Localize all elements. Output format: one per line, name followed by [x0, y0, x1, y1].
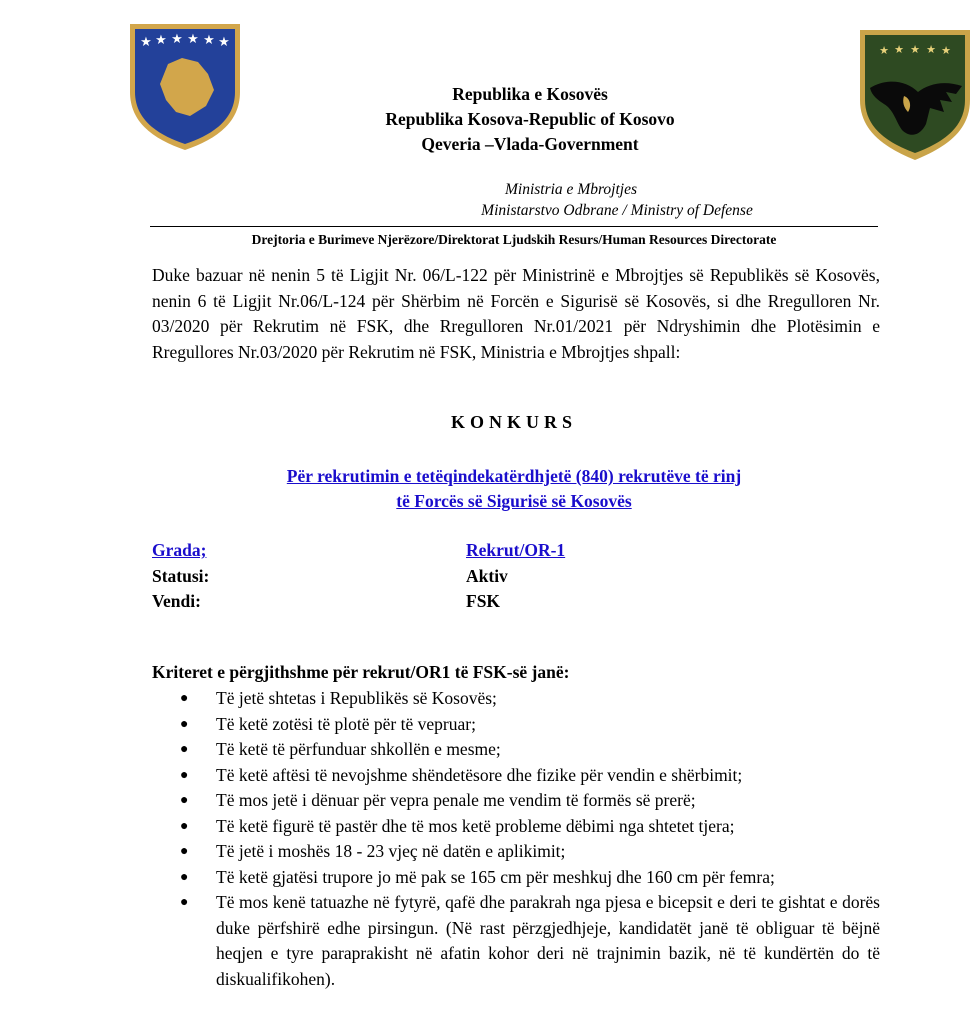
svg-text:★: ★ — [926, 43, 936, 56]
list-item — [180, 814, 880, 840]
svg-text:★: ★ — [171, 32, 183, 47]
svg-text:★: ★ — [910, 43, 920, 56]
bullet-icon: ● — [180, 716, 189, 732]
bullet-icon: ● — [180, 793, 189, 808]
location-label: Vendi: — [152, 591, 201, 611]
svg-text:★: ★ — [187, 32, 199, 47]
svg-text:★: ★ — [879, 44, 889, 57]
criteria-text: Të ketë figurë të pastër dhe të mos ketë probleme dëbimi nga shtetet tjera; — [216, 815, 735, 836]
government-header — [300, 82, 760, 157]
list-item — [180, 686, 880, 712]
criteria-text: Të jetë shtetas i Republikës së Kosovës; — [216, 688, 497, 708]
bullet-icon: ● — [180, 742, 189, 757]
info-row-status — [152, 564, 752, 590]
criteria-list — [180, 686, 880, 992]
subtitle-link-line-1[interactable]: Për rekrutimin e tetëqindekatërdhjetë (840) rekrutëve të rinj — [286, 466, 742, 486]
list-item — [180, 763, 880, 789]
ministry-line-2: Ministarstvo Odbrane / Ministry of Defense — [481, 202, 753, 219]
intro-paragraph: Duke bazuar në nenin 5 të Ligjit Nr. 06/L-122 për Ministrinë e Mbrojtjes së Republikës së Kosovës, nenin 6 të Ligjit Nr.06/L-124 për Shërbim në Forcën e Sigurisë së Kosovës, si dhe Rregulloren Nr. 03/2020 për Rekrutim në FSK, dhe Rregulloren Nr.01/2021 për Ndryshimin dhe Plotësimin e Rregullores Nr.03/2020 për Rekrutim në FSK, Ministria e Mbrojtjes shpall: — [152, 265, 880, 362]
bullet-icon: ● — [180, 895, 189, 910]
criteria-text: Të mos kenë tatuazhe në fytyrë, qafë dhe parakrah nga pjesa e bicepsit e deri te gishtat e dorës duke përfshirë edhe pirsingun. (Në rast përzgjedhjeje, kandidatët janë të obliguar të bëjnë heqjen e tyre paraprakisht në afatin kohor deri në trajnimin bazik, në të kundërtën do të diskualifikohen). — [216, 892, 880, 989]
svg-text:★: ★ — [155, 33, 167, 48]
criteria-text: Të ketë zotësi të plotë për të vepruar; — [216, 713, 476, 734]
list-item — [180, 712, 880, 738]
bullet-icon: ● — [180, 691, 189, 706]
list-item — [180, 737, 880, 763]
info-row-location — [152, 589, 752, 615]
list-item — [180, 890, 880, 992]
criteria-text: Të ketë gjatësi trupore jo më pak se 165 cm për meshkuj dhe 160 cm për femra; — [216, 866, 775, 887]
criteria-text: Të mos jetë i dënuar për vepra penale me vendim të formës së prerë; — [216, 790, 696, 810]
status-value: Aktiv — [466, 565, 508, 586]
directorate-name: Drejtoria e Burimeve Njerëzore/Direktorat Ljudskih Resurs/Human Resources Directorate — [251, 232, 777, 247]
svg-text:★: ★ — [941, 44, 951, 57]
ministry-line-1: Ministria e Mbrojtjes — [504, 181, 638, 198]
svg-text:★: ★ — [218, 35, 230, 50]
svg-text:★: ★ — [140, 35, 152, 50]
header-line-1: Republika e Kosovës — [452, 84, 608, 104]
subtitle-link-line-2[interactable]: të Forcës së Sigurisë së Kosovës — [396, 491, 632, 511]
location-value: FSK — [466, 591, 501, 611]
info-row-grade — [152, 538, 752, 564]
criteria-text: Të ketë të përfunduar shkollën e mesme; — [216, 739, 501, 759]
criteria-heading: Kriteret e përgjithshme për rekrut/OR1 të FSK-së janë: — [152, 662, 570, 682]
document-title: KONKURS — [450, 412, 577, 432]
header-divider — [150, 226, 878, 227]
grade-label-link[interactable]: Grada; — [152, 540, 207, 560]
fsk-insignia-icon — [856, 26, 974, 162]
bullet-icon: ● — [180, 869, 189, 885]
bullet-icon: ● — [180, 818, 189, 834]
grade-value-link[interactable]: Rekrut/OR-1 — [466, 540, 566, 560]
svg-text:★: ★ — [894, 43, 904, 56]
position-info — [152, 538, 752, 615]
list-item — [180, 788, 880, 814]
ministry-name — [300, 179, 842, 221]
svg-text:★: ★ — [203, 33, 215, 48]
bullet-icon: ● — [180, 767, 189, 783]
list-item — [180, 839, 880, 865]
document-subtitle — [150, 464, 878, 514]
bullet-icon: ● — [180, 844, 189, 859]
header-line-2: Republika Kosova-Republic of Kosovo — [385, 109, 675, 129]
status-label: Statusi: — [152, 565, 210, 586]
kosovo-coat-of-arms-icon — [126, 20, 244, 152]
criteria-text: Të ketë aftësi të nevojshme shëndetësore dhe fizike për vendin e shërbimit; — [216, 764, 743, 785]
header-line-3: Qeveria –Vlada-Government — [421, 134, 639, 154]
list-item — [180, 865, 880, 891]
criteria-text: Të jetë i moshës 18 - 23 vjeç në datën e aplikimit; — [216, 841, 566, 861]
